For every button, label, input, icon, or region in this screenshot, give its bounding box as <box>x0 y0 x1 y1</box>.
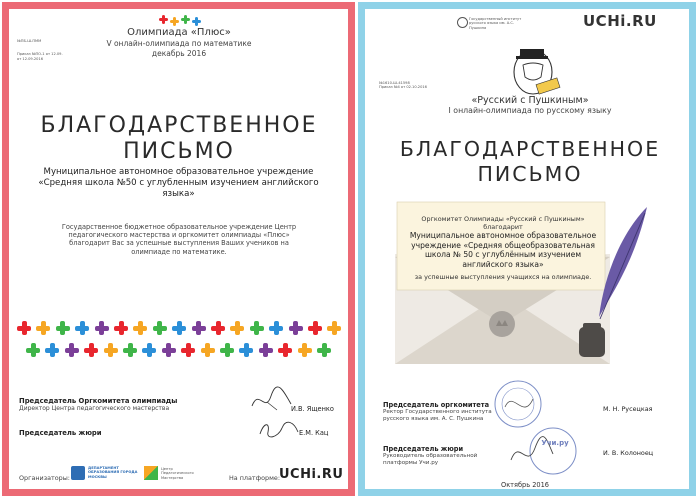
plus-icon <box>36 321 50 335</box>
chair-label: Председатель Оргкомитета олимпиады <box>19 397 178 405</box>
plus-icon <box>84 343 98 357</box>
letter-heading <box>375 137 685 187</box>
order-line-1: Приказ №ПО-1 от 12.09. <box>17 52 63 57</box>
center-emblem-icon <box>144 466 158 480</box>
decorative-plus-rows <box>15 321 343 363</box>
thanks-line: Оргкомитет Олимпиады «Русский с Пушкиным» благодарит <box>421 215 585 231</box>
plus-icon <box>114 321 128 335</box>
olympiad-header <box>69 27 289 59</box>
plus-icon <box>170 17 179 26</box>
plus-icon <box>153 321 167 335</box>
org2-text: Центр Педагогического Мастерства <box>161 467 194 480</box>
uchi-stamp <box>505 424 595 479</box>
plus-icon <box>159 15 168 24</box>
plus-icon <box>239 343 253 357</box>
olympiad-subtitle: V онлайн-олимпиада по математике <box>106 39 252 48</box>
jury-label: Председатель жюри <box>19 429 102 437</box>
institute-name: Государственный институт русского языка им. А.С. Пушкина <box>469 17 522 30</box>
pushkin-badge-icon <box>503 43 565 101</box>
org-logo-center <box>144 464 204 486</box>
doc-meta <box>379 81 479 90</box>
plus-icon <box>201 343 215 357</box>
plus-icon <box>172 321 186 335</box>
chair-label: Председатель оргкомитета <box>383 401 490 409</box>
heading-line-1: БЛАГОДАРСТВЕННОЕ <box>399 137 661 161</box>
department-emblem-icon <box>71 466 85 480</box>
plus-icon <box>192 321 206 335</box>
jury-name: И. В. Колоноец <box>603 449 654 457</box>
doc-number: №1610-Ш-41598 <box>379 81 410 85</box>
plus-icon <box>133 321 147 335</box>
plus-icon <box>95 321 109 335</box>
platform-label: На платформе: <box>229 474 280 482</box>
plus-icon <box>298 343 312 357</box>
chair-role: Директор Центра педагогического мастерства <box>19 405 170 412</box>
heading-line-1: БЛАГОДАРСТВЕННОЕ <box>40 113 318 138</box>
plus-icon <box>211 321 225 335</box>
stamp-text: Учи.ру <box>541 439 569 447</box>
plus-icon <box>17 321 31 335</box>
jury-role: Руководитель образовательной платформы Учи.ру <box>383 453 478 466</box>
plus-icon <box>289 321 303 335</box>
doc-meta <box>17 39 77 61</box>
plus-icon <box>181 343 195 357</box>
organizers-label: Организаторы: <box>19 474 70 482</box>
heading-line-2: ПИСЬМО <box>477 162 583 186</box>
recipient-name: Муниципальное автономное образовательное учреждение «Средняя общеобразовательная школа № 50 с углублённым изучением английского языка» <box>409 231 597 269</box>
olympiad-title: Олимпиада «Плюс» <box>127 27 231 38</box>
order-line: Приказ №4 от 02.10.2016 <box>379 85 427 90</box>
order-line-2: от 12.09.2016 <box>17 56 44 61</box>
plus-icon <box>278 343 292 357</box>
chair-block <box>19 397 259 413</box>
body-text: Государственное бюджетное образовательное учреждение Центр педагогического мастерства и оргкомитет олимпиады «Плюс» благодарит Вас за успешные выступления Ваших учеников на олимпиаде по математике. <box>61 223 297 256</box>
jury-label: Председатель жюри <box>383 445 464 453</box>
plus-icon <box>65 343 79 357</box>
date: Октябрь 2016 <box>501 481 549 489</box>
plus-icon <box>162 343 176 357</box>
recipient-name: Муниципальное автономное образовательное учреждение «Средняя школа №50 с углубленным изучением английского языка» <box>38 167 319 199</box>
plus-icon <box>230 321 244 335</box>
olympiad-title: «Русский с Пушкиным» <box>471 95 589 106</box>
olympiad-header <box>395 95 665 116</box>
plus-icon <box>317 343 331 357</box>
jury-signature <box>254 414 304 442</box>
olympiad-date: декабрь 2016 <box>151 49 207 58</box>
plus-icon <box>220 343 234 357</box>
uchi-logo: UCHi.RU <box>583 12 657 30</box>
plus-icon <box>269 321 283 335</box>
org1-text: ДЕПАРТАМЕНТ ОБРАЗОВАНИЯ ГОРОДА МОСКВЫ <box>88 466 138 479</box>
plus-icon <box>26 343 40 357</box>
for-line: за успешные выступления учащихся на олимпиаде. <box>414 273 592 281</box>
olympiad-logo <box>159 15 204 27</box>
chair-name: И.В. Ященко <box>291 405 334 413</box>
plus-icon <box>327 321 341 335</box>
plus-icon <box>250 321 264 335</box>
plus-icon <box>308 321 322 335</box>
institute-emblem-icon <box>457 17 468 28</box>
olympiad-subtitle: I онлайн-олимпиада по русскому языку <box>448 106 612 115</box>
jury-block <box>383 445 513 467</box>
doc-number: №ПБ-Ш-ПММ <box>17 39 42 43</box>
plus-icon <box>45 343 59 357</box>
chair-role: Ректор Государственного института русского языка им. А. С. Пушкина <box>383 409 492 422</box>
plus-icon <box>192 17 201 26</box>
platform-brand: UCHi.RU <box>279 467 344 482</box>
letter-heading <box>19 113 339 165</box>
heading-line-2: ПИСЬМО <box>123 139 235 164</box>
plus-icon <box>75 321 89 335</box>
plus-icon <box>123 343 137 357</box>
pushkin-olympiad-certificate <box>358 2 696 496</box>
plus-icon <box>104 343 118 357</box>
chair-signature <box>247 384 297 414</box>
chair-name: М. Н. Русецкая <box>603 405 653 413</box>
org-logo-department <box>71 464 141 486</box>
plus-icon <box>181 15 190 24</box>
plus-icon <box>56 321 70 335</box>
jury-name: Е.М. Кац <box>299 429 329 437</box>
plus-icon <box>259 343 273 357</box>
plus-icon <box>142 343 156 357</box>
olympiad-plus-certificate <box>2 2 355 496</box>
